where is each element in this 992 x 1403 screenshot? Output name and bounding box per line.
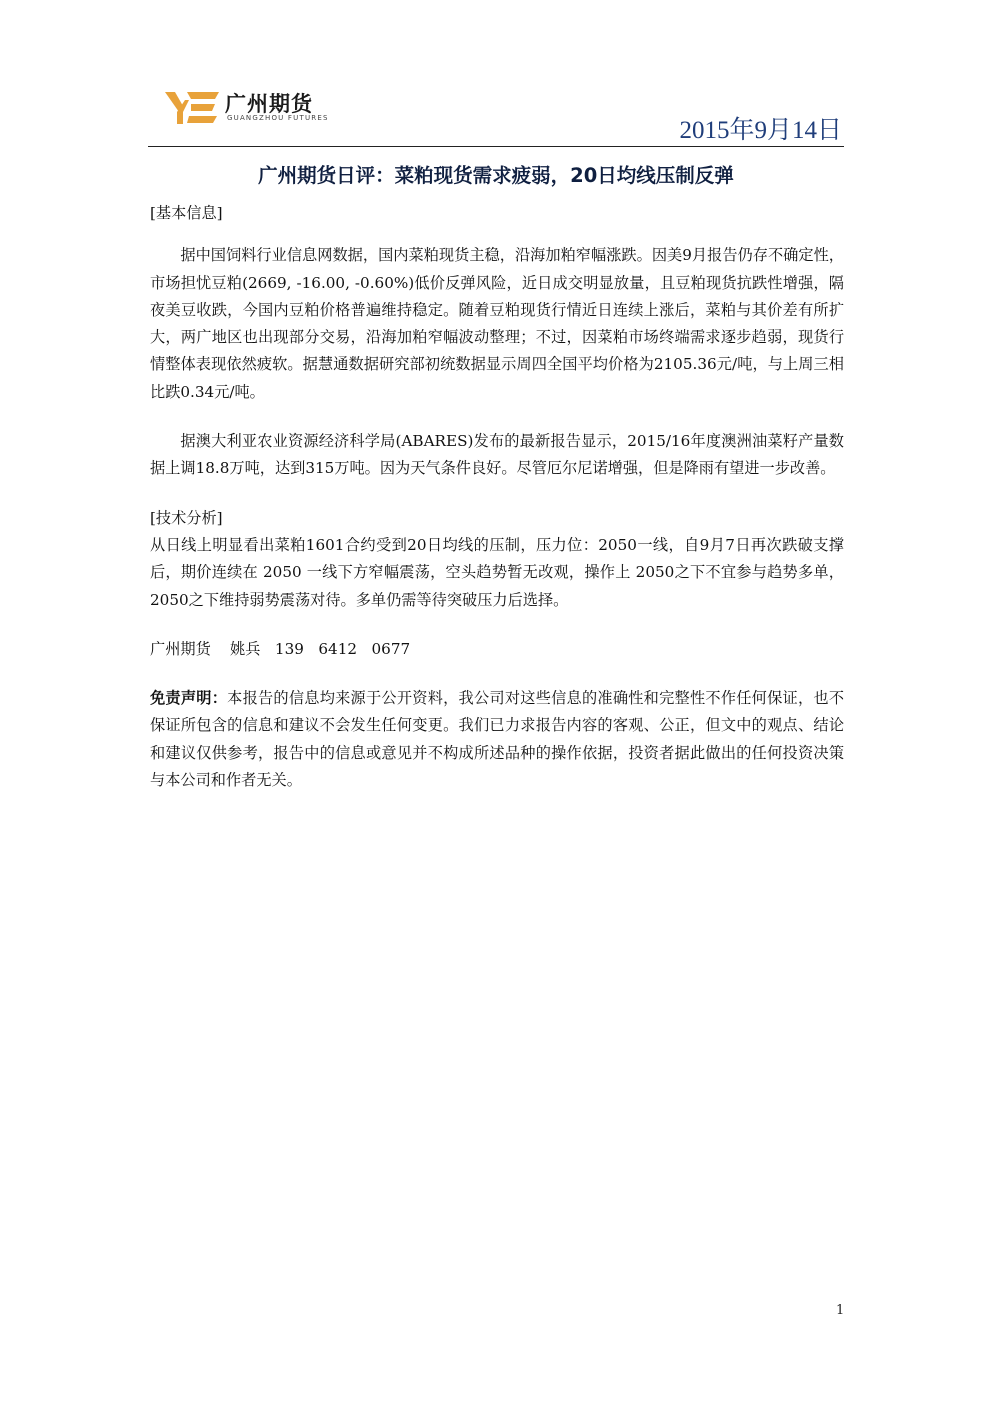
guangzhou-futures-logo-icon (165, 90, 221, 126)
header-divider (148, 146, 844, 147)
logo-english-text: GUANGZHOU FUTURES (227, 114, 329, 122)
report-title: 广州期货日评：菜粕现货需求疲弱，20日均线压制反弹 (258, 164, 734, 187)
technical-analysis-label: [技术分析] (150, 508, 223, 527)
basic-info-label: [基本信息] (150, 204, 223, 222)
technical-analysis-paragraph: 从日线上明显看出菜粕1601合约受到20日均线的压制，压力位：2050一线，自9月7日再次跌破支撑后，期价连续在 2050 一线下方窄幅震荡，空头趋势暂无改观，操作上 2050之下不宜参与趋势多单，2050之下维持弱势震荡对待。多单仍需等待突破压力后选择。 (150, 535, 844, 609)
basic-info-paragraph-1: 据中国饲料行业信息网数据，国内菜粕现货主稳，沿海加粕窄幅涨跌。因美9月报告仍存不确定性，市场担忧豆粕(2669, -16.00, -0.60%)低价反弹风险，近日成交明显放量，且豆粕现货抗跌性增强，隔夜美豆收跌，今国内豆粕价格普遍维持稳定。随着豆粕现货行情近日连续上涨后，菜粕与其价差有所扩大，两广地区也出现部分交易，沿海加粕窄幅波动整理；不过，因菜粕市场终端需求逐步趋弱，现货行情整体表现依然疲软。据慧通数据研究部初统数据显示周四全国平均价格为2105.36元/吨，与上周三相比跌0.34元/吨。 (150, 246, 844, 401)
report-body (150, 200, 844, 794)
basic-info-paragraph-2: 据澳大利亚农业资源经济科学局(ABARES)发布的最新报告显示，2015/16年度澳洲油菜籽产量数据上调18.8万吨，达到315万吨。因为天气条件良好。尽管厄尔尼诺增强，但是降雨有望进一步改善。 (150, 432, 844, 478)
disclaimer (150, 685, 844, 794)
disclaimer-text: 本报告的信息均来源于公开资料，我公司对这些信息的准确性和完整性不作任何保证，也不保证所包含的信息和建议不会发生任何变更。我们已力求报告内容的客观、公正，但文中的观点、结论和建议仅供参考，报告中的信息或意见并不构成所述品种的操作依据，投资者据此做出的任何投资决策与本公司和作者无关。 (150, 689, 845, 790)
logo-chinese-text: 广州期货 (225, 92, 313, 116)
disclaimer-heading: 免责声明： (150, 689, 228, 708)
page-number: 1 (836, 1303, 845, 1318)
company-logo (165, 88, 365, 128)
report-date: 2015年9月14日 (679, 117, 842, 144)
analyst-contact: 广州期货 姚兵 139 6412 0677 (150, 639, 411, 658)
